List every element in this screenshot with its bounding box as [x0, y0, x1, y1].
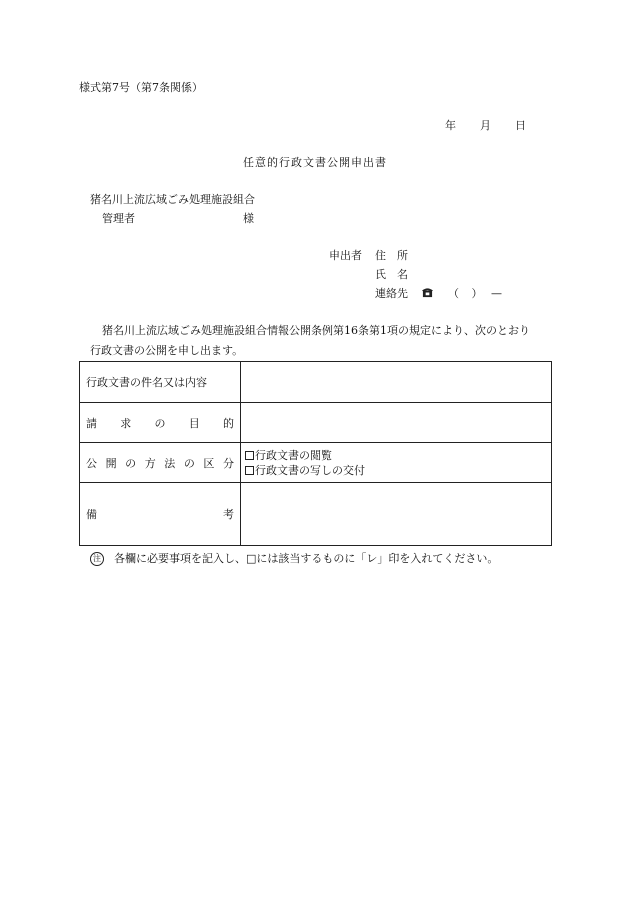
table-row-purpose [80, 403, 552, 443]
addressee-organization: 猪名川上流広域ごみ処理施設組合 [90, 193, 255, 206]
method-char: 区 [203, 456, 215, 470]
phone-area-parens: （ ） [448, 287, 483, 300]
copy-label: 行政文書の写しの交付 [255, 463, 365, 477]
method-char: の [125, 456, 137, 470]
request-body-text [90, 321, 560, 361]
purpose-char: 的 [223, 416, 234, 430]
option-copy[interactable] [245, 463, 545, 478]
phone-dash: — [491, 287, 502, 300]
table-row-method [80, 443, 552, 483]
date-day: 日 [515, 119, 526, 132]
purpose-char: 請 [86, 416, 97, 430]
purpose-field[interactable] [241, 403, 552, 443]
subject-label-text: 行政文書の件名又は内容 [86, 376, 207, 389]
subject-label [80, 362, 241, 403]
method-char: 方 [144, 456, 156, 470]
inspection-checkbox[interactable] [245, 451, 254, 460]
method-char: 公 [86, 456, 97, 470]
method-char: の [183, 456, 195, 470]
document-title: 任意的行政文書公開申出書 [243, 156, 387, 169]
option-inspection[interactable] [245, 448, 545, 463]
body-line-1: 猪名川上流広域ごみ処理施設組合情報公開条例第16条第1項の規定により、次のとおり [102, 324, 530, 337]
name-label: 氏 名 [375, 268, 408, 281]
note-mark: 注 [90, 552, 104, 566]
method-char: 法 [164, 456, 176, 470]
contact-label: 連絡先 [375, 287, 408, 300]
subject-field[interactable] [241, 362, 552, 403]
remarks-char: 備 [86, 508, 97, 521]
remarks-field[interactable] [241, 483, 552, 546]
method-label [80, 443, 241, 483]
date-year: 年 [445, 119, 456, 132]
purpose-label [80, 403, 241, 443]
footnote [90, 552, 498, 566]
body-line-2: 行政文書の公開を申し出ます。 [90, 344, 244, 357]
table-row-remarks [80, 483, 552, 546]
remarks-char: 考 [223, 508, 234, 521]
method-options [241, 443, 552, 483]
note-text: 各欄に必要事項を記入し、□には該当するものに「レ」印を入れてください。 [114, 552, 499, 565]
date-line [445, 120, 526, 131]
form-number: 様式第7号（第7条関係） [79, 81, 203, 94]
purpose-char: 求 [120, 416, 132, 430]
remarks-label [80, 483, 241, 546]
address-label: 住 所 [375, 249, 408, 262]
purpose-char: 目 [188, 416, 200, 430]
applicant-role: 申出者 [329, 249, 362, 262]
method-char: 開 [105, 456, 117, 470]
method-char: 分 [222, 456, 234, 470]
request-table [79, 361, 552, 546]
purpose-char: の [154, 416, 166, 430]
addressee-administrator: 管理者 [102, 212, 135, 225]
inspection-label: 行政文書の閲覧 [255, 448, 332, 462]
addressee-honorific: 様 [243, 212, 254, 225]
date-month: 月 [480, 119, 491, 132]
copy-checkbox[interactable] [245, 466, 254, 475]
telephone-icon [422, 287, 433, 298]
table-row-subject [80, 362, 552, 403]
